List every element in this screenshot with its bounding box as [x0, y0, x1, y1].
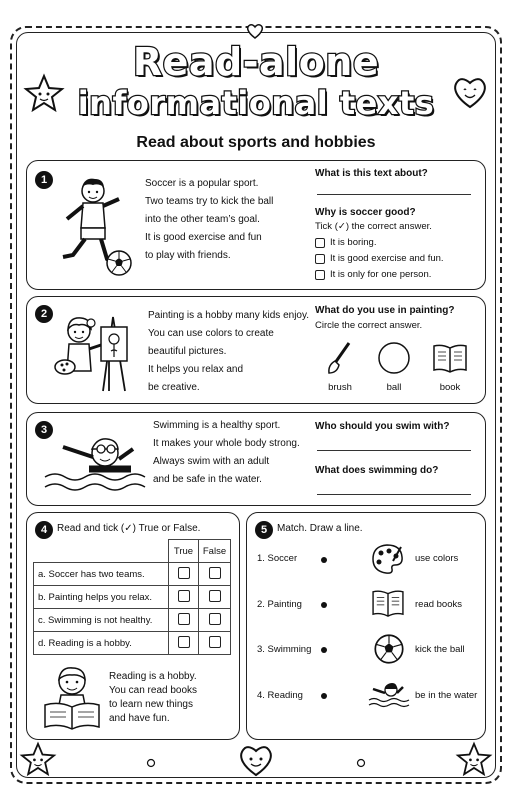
- option-label: It is good exercise and fun.: [330, 253, 444, 264]
- text-line: It is good exercise and fun: [145, 232, 262, 243]
- question-instruction: Circle the correct answer.: [315, 320, 423, 331]
- text-line: It makes your whole body strong.: [153, 438, 300, 449]
- true-checkbox[interactable]: [178, 613, 190, 625]
- true-cell[interactable]: [169, 563, 199, 586]
- table-header-row: [34, 540, 231, 563]
- true-checkbox[interactable]: [178, 636, 190, 648]
- true-false-table: [33, 539, 231, 655]
- text-line: Soccer is a popular sport.: [145, 178, 259, 189]
- match-left-item: 3. Swimming: [257, 644, 312, 655]
- soccer-ball-icon: [105, 249, 133, 277]
- true-checkbox[interactable]: [178, 567, 190, 579]
- header-true: True: [169, 540, 199, 563]
- text-line: You can use colors to create: [148, 328, 274, 339]
- section-true-false: [26, 512, 240, 740]
- section-swimming: [26, 412, 486, 506]
- question-text: What is this text about?: [315, 168, 428, 179]
- swimming-text: [153, 417, 300, 489]
- book-icon[interactable]: [371, 589, 405, 617]
- table-row: [34, 586, 231, 609]
- match-right-item: read books: [415, 599, 463, 610]
- circle-icon: [356, 758, 366, 768]
- section-number: 1: [35, 171, 53, 189]
- option-checkbox[interactable]: [315, 237, 376, 248]
- true-cell[interactable]: [169, 586, 199, 609]
- book-icon[interactable]: [432, 343, 468, 373]
- reading-text: [109, 670, 197, 726]
- text-line: You can read books: [109, 685, 198, 696]
- text-line: beautiful pictures.: [148, 346, 227, 357]
- palette-icon[interactable]: [371, 543, 405, 575]
- match-right-item: be in the water: [415, 690, 478, 701]
- match-left-item: 2. Painting: [257, 599, 302, 610]
- checkbox[interactable]: [315, 238, 325, 248]
- statement-cell: c. Swimming is not healthy.: [34, 609, 169, 632]
- text-line: It helps you relax and: [148, 364, 244, 375]
- table-row: [34, 609, 231, 632]
- reading-boy-icon: [39, 663, 105, 733]
- text-line: Reading is a hobby.: [109, 671, 197, 682]
- soccer-ball-icon[interactable]: [373, 633, 405, 665]
- question-text: What does swimming do?: [315, 465, 439, 476]
- match-left-item: 4. Reading: [257, 690, 303, 701]
- true-checkbox[interactable]: [178, 590, 190, 602]
- match-left-item: 1. Soccer: [257, 553, 298, 564]
- false-cell[interactable]: [199, 609, 231, 632]
- false-cell[interactable]: [199, 586, 231, 609]
- header-false: False: [199, 540, 231, 563]
- section-painting: [26, 296, 486, 404]
- match-right-item: kick the ball: [415, 644, 465, 655]
- matching-instruction: Match. Draw a line.: [277, 523, 363, 534]
- star-icon: [20, 742, 56, 776]
- match-dot[interactable]: [321, 602, 327, 608]
- choice-label-book[interactable]: book: [439, 382, 461, 393]
- question-text: Why is soccer good?: [315, 207, 416, 218]
- text-line: Swimming is a healthy sport.: [153, 420, 281, 431]
- question-text: What do you use in painting?: [315, 305, 455, 316]
- header-spacer: [34, 540, 169, 563]
- true-cell[interactable]: [169, 632, 199, 655]
- painting-text: [148, 307, 309, 397]
- choice-label-brush[interactable]: brush: [328, 382, 352, 393]
- section-matching: [246, 512, 486, 740]
- circle-icon: [146, 758, 156, 768]
- page-title-line2: informational texts: [77, 84, 435, 122]
- answer-line[interactable]: [317, 194, 471, 195]
- text-line: Always swim with an adult: [153, 456, 270, 467]
- brush-icon[interactable]: [325, 341, 355, 375]
- false-checkbox[interactable]: [209, 636, 221, 648]
- page-title-line1: Read-alone: [132, 40, 380, 84]
- text-line: to learn new things: [109, 699, 193, 710]
- page-subtitle: Read about sports and hobbies: [136, 134, 376, 151]
- false-cell[interactable]: [199, 632, 231, 655]
- match-dot[interactable]: [321, 557, 327, 563]
- question-instruction: Tick (✓) the correct answer.: [315, 221, 432, 232]
- text-line: into the other team’s goal.: [145, 214, 260, 225]
- statement-cell: d. Reading is a hobby.: [34, 632, 169, 655]
- false-checkbox[interactable]: [209, 590, 221, 602]
- text-line: and be safe in the water.: [153, 474, 262, 485]
- star-icon: [456, 742, 492, 776]
- text-line: be creative.: [148, 382, 200, 393]
- answer-line[interactable]: [317, 494, 471, 495]
- checkbox[interactable]: [315, 254, 325, 264]
- true-cell[interactable]: [169, 609, 199, 632]
- heart-icon: [245, 22, 265, 40]
- option-label: It is only for one person.: [330, 269, 432, 280]
- table-row: [34, 632, 231, 655]
- option-checkbox[interactable]: [315, 253, 444, 264]
- section-number: 3: [35, 421, 53, 439]
- text-line: Two teams try to kick the ball: [145, 196, 274, 207]
- choice-label-ball[interactable]: ball: [386, 382, 402, 393]
- false-checkbox[interactable]: [209, 567, 221, 579]
- heart-face-icon: [236, 742, 276, 778]
- section-number: 5: [255, 521, 273, 539]
- painting-girl-icon: [51, 309, 141, 399]
- section-number: 2: [35, 305, 53, 323]
- swimmer-icon[interactable]: [367, 681, 409, 707]
- option-label: It is boring.: [330, 237, 377, 248]
- swimmer-icon: [41, 427, 149, 501]
- table-row: [34, 563, 231, 586]
- statement-cell: a. Soccer has two teams.: [34, 563, 169, 586]
- answer-line[interactable]: [317, 450, 471, 451]
- checkbox[interactable]: [315, 270, 325, 280]
- text-line: and have fun.: [109, 713, 170, 724]
- text-line: to play with friends.: [145, 250, 231, 261]
- match-right-item: use colors: [415, 553, 459, 564]
- false-cell[interactable]: [199, 563, 231, 586]
- soccer-text: [145, 175, 273, 265]
- true-false-instruction: Read and tick (✓) True or False.: [57, 523, 201, 534]
- match-dot[interactable]: [321, 647, 327, 653]
- section-number: 4: [35, 521, 53, 539]
- match-dot[interactable]: [321, 693, 327, 699]
- section-soccer: [26, 160, 486, 290]
- option-checkbox[interactable]: [315, 269, 431, 280]
- text-line: Painting is a hobby many kids enjoy.: [148, 310, 310, 321]
- false-checkbox[interactable]: [209, 613, 221, 625]
- question-text: Who should you swim with?: [315, 421, 450, 432]
- statement-cell: b. Painting helps you relax.: [34, 586, 169, 609]
- ball-icon[interactable]: [377, 341, 411, 375]
